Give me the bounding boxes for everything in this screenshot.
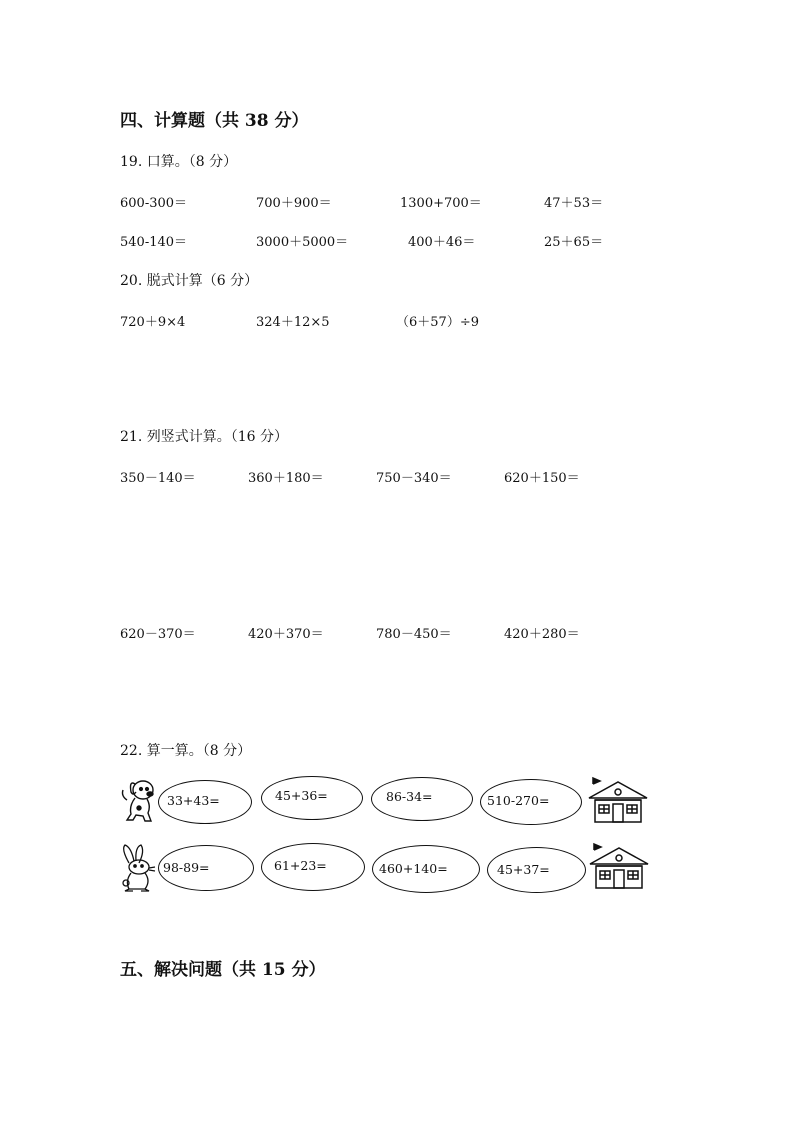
- house-icon: [587, 776, 649, 824]
- oval-expression: 98-89=: [163, 860, 210, 875]
- stepwise-calc-item: 324＋12×5: [256, 315, 330, 330]
- vertical-calc-item: 420＋370＝: [248, 627, 324, 642]
- vertical-calc-item: 750－340＝: [376, 471, 452, 486]
- stepwise-calc-item: （6＋57）÷9: [396, 315, 479, 330]
- question-20-title: 20. 脱式计算（6 分）: [120, 273, 259, 289]
- section-heading-calculation: 四、计算题（共 38 分）: [120, 111, 309, 131]
- oral-calc-item: 700＋900＝: [256, 196, 332, 211]
- oval-expression: 61+23=: [274, 858, 327, 873]
- oral-calc-item: 600-300＝: [120, 196, 188, 211]
- question-19-title: 19. 口算。（8 分）: [120, 154, 238, 170]
- vertical-calc-item: 780－450＝: [376, 627, 452, 642]
- oral-calc-item: 3000＋5000＝: [256, 235, 349, 250]
- oval-expression: 45+36=: [275, 788, 328, 803]
- question-21-title: 21. 列竖式计算。（16 分）: [120, 429, 288, 445]
- calc-oval: [371, 777, 473, 821]
- rabbit-icon: [119, 843, 157, 893]
- calc-oval: [372, 845, 480, 893]
- dog-icon: [117, 778, 157, 824]
- oval-expression: 510-270=: [487, 793, 550, 808]
- vertical-calc-item: 620－370＝: [120, 627, 196, 642]
- oral-calc-item: 400＋46＝: [408, 235, 476, 250]
- oval-expression: 460+140=: [379, 861, 448, 876]
- oral-calc-item: 540-140＝: [120, 235, 188, 250]
- stepwise-calc-item: 720＋9×4: [120, 315, 186, 330]
- oval-expression: 45+37=: [497, 862, 550, 877]
- oral-calc-item: 47＋53＝: [544, 196, 604, 211]
- calc-oval: [158, 780, 252, 824]
- vertical-calc-item: 420＋280＝: [504, 627, 580, 642]
- calc-oval: [480, 779, 582, 825]
- calc-oval: [158, 845, 254, 891]
- vertical-calc-item: 620＋150＝: [504, 471, 580, 486]
- calc-oval: [487, 847, 586, 893]
- question-22-title: 22. 算一算。（8 分）: [120, 743, 252, 759]
- section-heading-problem-solving: 五、解决问题（共 15 分）: [120, 960, 326, 980]
- house-icon: [588, 842, 650, 890]
- vertical-calc-item: 360＋180＝: [248, 471, 324, 486]
- calc-oval: [261, 843, 365, 891]
- vertical-calc-item: 350－140＝: [120, 471, 196, 486]
- calc-oval: [261, 776, 363, 820]
- oral-calc-item: 1300+700＝: [400, 196, 482, 211]
- oval-expression: 33+43=: [167, 793, 220, 808]
- oval-expression: 86-34=: [386, 789, 433, 804]
- oral-calc-item: 25＋65＝: [544, 235, 604, 250]
